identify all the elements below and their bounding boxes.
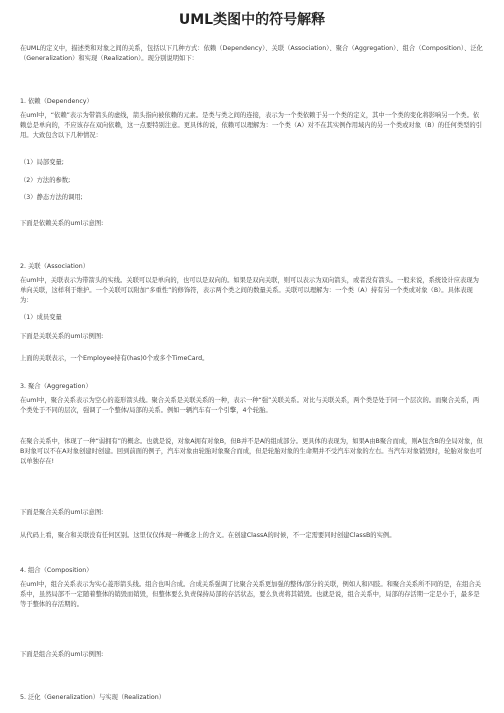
list-item: （3）静态方法的调用; — [20, 194, 83, 201]
list-item: （1）局部变量; — [20, 159, 64, 166]
association-note: 上面的关联表示，一个Employee持有(has)0个或多个TimeCard。 — [20, 355, 209, 362]
figure-caption: 下面是依赖关系的uml示意图: — [20, 220, 104, 227]
figure-caption: 下面是组合关系的uml示例图: — [20, 651, 104, 658]
section-heading-generalization: 5. 泛化（Generalization）与实现（Realization） — [20, 694, 166, 701]
aggregation-paragraph-2: 在聚合关系中，体现了一种“弱拥有”的概念。也就是说，对象A拥有对象B，但B并不是A的组成部分。更具体的表现为，如果A由B聚合而成，则A包含B的全局对象，但B对象可以不在A对象创建时创建。回到前面的例子，汽车对象由轮胎对象聚合而成，但是轮胎对象的生命期并不受汽车对象的左右。当汽车对象销毁时，轮胎对象也可以单独存在! — [20, 438, 483, 466]
section-heading-dependency: 1. 依赖（Dependency） — [20, 98, 93, 105]
association-paragraph: 在uml中，关联表示为带箭头的实线。关联可以是单向的，也可以是双向的。如果是双向关联，则可以表示为双向箭头，或者没有箭头。一般来说，系统设计应表现为单向关联，这样利于维护。一个关联可以附加“多重性”的修饰符，表示两个类之间的数量关系。关联可以理解为：一个类（A）持有另一个类或对象（B）。具体表现为： — [20, 277, 479, 305]
page-title: UML类图中的符号解释 — [178, 12, 326, 28]
aggregation-paragraph: 在uml中，聚合关系表示为空心的菱形箭头线。聚合关系是关联关系的一种，表示一种“强”关联关系。对比与关联关系，两个类是处于同一个层次的。而聚合关系，两个类处于不同的层次，强调了一个整体/局部的关系。例如一辆汽车有一个引擎，4个轮胎。 — [20, 397, 480, 415]
intro-paragraph: 在UML的定义中，描述类和对象之间的关系，包括以下几种方式：依赖（Dependency）、关联（Association）、聚合（Aggregation）、组合（Composition）、泛化（Generalization）和实现（Realization）。现分别说明如下： — [20, 45, 483, 63]
section-heading-aggregation: 3. 聚合（Aggregation） — [20, 383, 92, 390]
aggregation-note: 从代码上看，聚合和关联没有任何区别。这里仅仅体现一种概念上的含义。在创建ClassA的时候，不一定需要同时创建ClassB的实例。 — [20, 532, 396, 539]
composition-paragraph: 在uml中，组合关系表示为实心菱形箭头线。组合也叫合成。合成关系强调了比聚合关系更加强的整体/部分的关联，例如人和四肢。和聚合关系所不同的是，在组合关系中，虽然局部不一定随着整体的销毁而销毁，但整体要么负责保持局部的存活状态，要么负责将其销毁。也就是说，组合关系中，局部的存活期一定是小于，最多是等于整体的存活期的。 — [20, 581, 482, 609]
section-heading-association: 2. 关联（Association） — [20, 263, 90, 270]
section-heading-composition: 4. 组合（Composition） — [20, 567, 93, 574]
list-item: （2）方法的参数; — [20, 177, 71, 184]
dependency-paragraph: 在uml中，“依赖”表示为带箭头的虚线，箭头指向被依赖的元素。是类与类之间的连接，表示为一个类依赖于另一个类的定义，其中一个类的变化将影响另一个类。依赖总是单向的，不应该存在双向依赖，这一点要特别注意。更具体的说，依赖可以理解为：一个类（A）对不在其实例作用域内的另一个类或对象（B）的任何类型的引用。大致包含以下几种情况： — [20, 112, 483, 140]
figure-caption: 下面是聚合关系的uml示意图: — [20, 509, 104, 516]
list-item: （1）成员变量 — [20, 314, 62, 321]
figure-caption: 下面是关联关系的uml示例图: — [20, 333, 104, 340]
